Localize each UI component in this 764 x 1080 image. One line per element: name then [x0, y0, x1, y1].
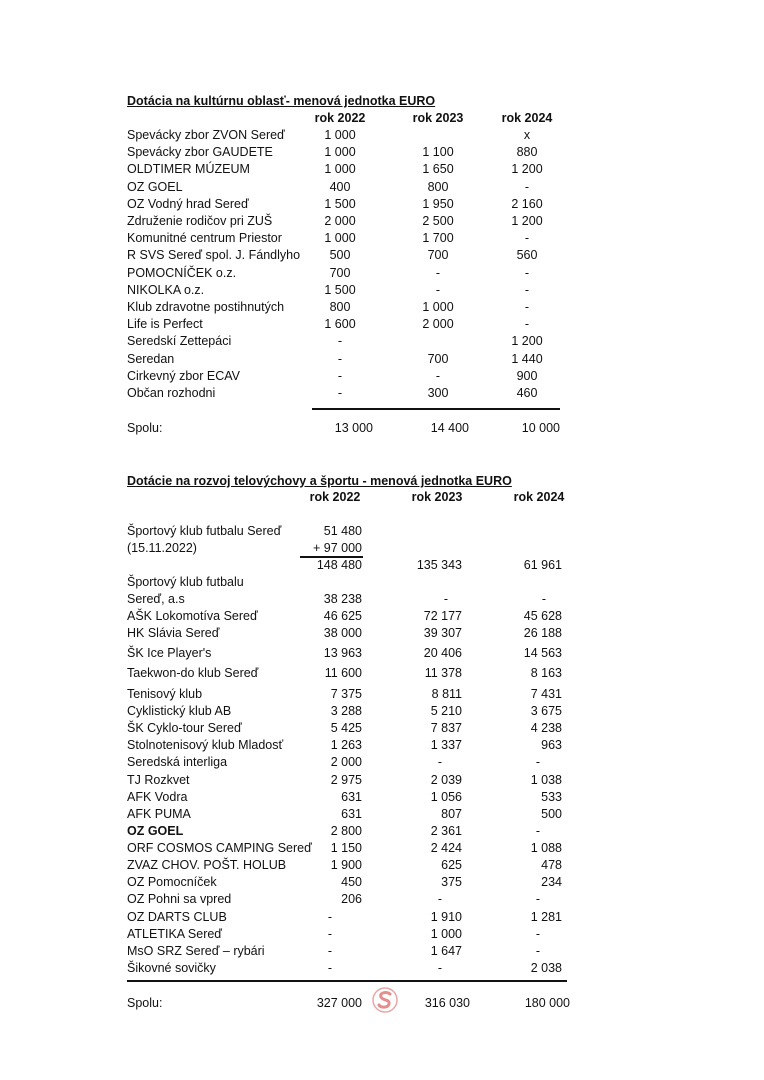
culture-row-name: Spevácky zbor ZVON Sereď — [127, 128, 285, 142]
sport-row-value: - — [535, 892, 541, 906]
sport-row-value: 1 150 — [330, 841, 362, 855]
sport-row-name: Seredská interliga — [127, 755, 228, 769]
sport-row-value: 2 800 — [330, 824, 362, 838]
sport-row-name: TJ Rozkvet — [127, 773, 190, 787]
sport-row-value: - — [327, 961, 333, 975]
culture-row-value: 1 700 — [422, 231, 454, 246]
culture-row-name: Seredan — [127, 351, 175, 366]
sport-row-value: 8 811 — [431, 687, 462, 701]
culture-row-name: R SVS Sereď spol. J. Fándlyho — [127, 248, 301, 263]
sport-row-value: 631 — [341, 790, 362, 804]
culture-row-value: 700 — [427, 351, 449, 366]
culture-row-value: - — [337, 334, 343, 349]
sport-row-name: OZ DARTS CLUB — [127, 910, 227, 924]
culture-row-name: Seredskí Zettepáci — [127, 334, 232, 349]
culture-row-name: POMOCNÍČEK o.z. — [127, 265, 237, 280]
culture-row-value: 700 — [329, 265, 351, 280]
culture-row-value: 1 000 — [324, 162, 356, 177]
sport-total-value: 316 030 — [424, 996, 470, 1010]
sport-column-header: rok 2022 — [309, 490, 361, 504]
culture-row-value: 300 — [427, 386, 449, 400]
culture-row-value: 880 — [516, 145, 538, 160]
culture-total-value: 14 400 — [430, 421, 469, 435]
sport-row-value: - — [535, 755, 541, 769]
sport-row-value: 11 600 — [324, 666, 362, 680]
sport-row-name-date: (15.11.2022) — [127, 541, 197, 555]
sport-row-name: AFK Vodra — [127, 790, 188, 804]
sport-row-value: 478 — [541, 858, 562, 872]
culture-row-value: - — [524, 231, 530, 246]
sport-row-value: 5 425 — [330, 721, 362, 735]
sport-row-value: 11 378 — [424, 666, 462, 680]
culture-row-value: 2 500 — [422, 214, 454, 228]
culture-row-name: Cirkevný zbor ECAV — [127, 368, 240, 383]
sport-row-value: 8 163 — [530, 666, 562, 680]
sport-row-value: - — [443, 592, 449, 606]
culture-row-value: 1 200 — [511, 214, 543, 228]
sport-row-value: 46 625 — [323, 609, 362, 623]
culture-total-value: 10 000 — [521, 421, 560, 435]
culture-row-value: 460 — [516, 386, 538, 400]
sport-row-value: 1 088 — [530, 841, 562, 855]
sport-row-value: 61 961 — [523, 558, 562, 572]
sport-row-value: 4 238 — [530, 721, 562, 735]
culture-row-value: - — [524, 317, 530, 332]
sport-row-value: 234 — [541, 875, 562, 889]
sport-row-value: 1 281 — [530, 910, 562, 924]
sport-row-value: 38 000 — [323, 626, 362, 640]
culture-total-rule — [312, 408, 560, 410]
sport-row-value: - — [327, 910, 333, 924]
sport-row-name: Športový klub futbalu Sereď — [127, 524, 282, 538]
culture-row-name: NIKOLKA o.z. — [127, 282, 205, 297]
sport-row-value: 2 975 — [330, 773, 362, 787]
sport-row-value: 206 — [341, 892, 362, 906]
culture-row-value: 2 000 — [422, 317, 454, 332]
sport-row-value: 375 — [441, 875, 462, 889]
sport-row-value: 2 000 — [330, 755, 362, 769]
sport-row-name: Taekwon-do klub Sereď — [127, 666, 259, 680]
sport-row-value: - — [327, 944, 333, 958]
sport-row-value: - — [535, 944, 541, 958]
sport-row-value: 2 039 — [430, 773, 462, 787]
culture-row-value: 1 200 — [511, 334, 543, 349]
sport-row-name: Sereď, a.s — [127, 592, 185, 606]
sport-row-value: 807 — [441, 807, 462, 821]
culture-row-name: OLDTIMER MÚZEUM — [127, 162, 250, 177]
sport-row-name: ŠK Cyklo-tour Sereď — [127, 721, 242, 735]
culture-row-value: - — [337, 386, 343, 400]
culture-column-header: rok 2022 — [314, 111, 366, 125]
sport-row-name: Šikovné sovičky — [127, 961, 216, 975]
sport-row-value: - — [535, 927, 541, 941]
sport-row-name: MsO SRZ Sereď – rybári — [127, 944, 265, 958]
sport-row-value: 51 480 — [323, 524, 362, 538]
sport-row-value: - — [535, 824, 541, 838]
sport-row-name: Cyklistický klub AB — [127, 704, 232, 718]
sport-row-value: 72 177 — [423, 609, 462, 623]
culture-row-value: - — [435, 265, 441, 280]
culture-row-value: 1 000 — [324, 231, 356, 246]
sport-row-name: OZ Pohni sa vpred — [127, 892, 232, 906]
culture-row-value: - — [435, 368, 441, 383]
culture-table-title: Dotácia na kultúrnu oblasť- menová jednotka EURO — [127, 94, 436, 108]
sport-row-name: ORF COSMOS CAMPING Sereď — [127, 841, 312, 855]
culture-row-name: OZ Vodný hrad Sereď — [127, 196, 249, 211]
culture-row-value: - — [337, 368, 343, 383]
culture-row-value: 500 — [329, 248, 351, 263]
culture-row-value: - — [524, 265, 530, 280]
sport-row-value: 1 263 — [330, 738, 362, 752]
sport-total-label: Spolu: — [127, 996, 163, 1010]
sport-row-value-addition: + 97 000 — [312, 541, 362, 555]
sport-row-value: 1 038 — [530, 773, 562, 787]
sport-row-name: ZVAZ CHOV. POŠT. HOLUB — [127, 858, 287, 872]
sport-row-value: 631 — [341, 807, 362, 821]
culture-row-value: 1 650 — [422, 162, 454, 177]
sport-row-value: 2 424 — [430, 841, 462, 855]
culture-row-value: 800 — [427, 179, 449, 194]
culture-row-value: - — [524, 300, 530, 314]
culture-row-value: 1 000 — [324, 145, 356, 160]
culture-row-value: - — [337, 351, 343, 366]
culture-total-label: Spolu: — [127, 421, 163, 435]
sport-row-value: 39 307 — [423, 626, 462, 640]
sport-row-value: 26 188 — [523, 626, 562, 640]
sport-row-name: ATLETIKA Sereď — [127, 927, 222, 941]
sport-row-value: 20 406 — [423, 646, 462, 660]
sport-total-rule — [127, 980, 567, 982]
sport-row-value: 2 361 — [430, 824, 462, 838]
sport-row-value: 14 563 — [523, 646, 562, 660]
culture-row-value: 800 — [329, 300, 351, 314]
culture-row-value: 1 600 — [324, 317, 356, 332]
sport-row-name: Stolnotenisový klub Mladosť — [127, 738, 284, 752]
culture-row-value: 900 — [516, 368, 538, 383]
sport-row-value: 1 000 — [430, 927, 462, 941]
sport-row-value: 13 963 — [323, 646, 362, 660]
sport-table-title: Dotácie na rozvoj telovýchovy a športu - menová jednotka EURO — [127, 474, 512, 488]
sport-row-value: 963 — [541, 738, 562, 752]
sport-row-value: 148 480 — [316, 558, 362, 572]
culture-row-value: 560 — [516, 248, 538, 263]
sport-row-name: Športový klub futbalu — [127, 575, 244, 589]
sport-row-value: 533 — [541, 790, 562, 804]
culture-row-value: 1 500 — [324, 196, 356, 211]
culture-row-name: Spevácky zbor GAUDETE — [127, 145, 273, 160]
sport-row-value: 135 343 — [416, 558, 462, 572]
sport-row-value: 45 628 — [523, 609, 562, 623]
culture-row-name: Občan rozhodni — [127, 386, 216, 400]
culture-row-name: Klub zdravotne postihnutých — [127, 300, 285, 314]
sport-row-value: - — [437, 961, 443, 975]
sport-row-value: 7 431 — [530, 687, 562, 701]
watermark-logo-icon — [372, 985, 398, 1015]
sport-column-header: rok 2024 — [513, 490, 565, 504]
sport-total-value: 180 000 — [524, 996, 570, 1010]
culture-row-value: 1 100 — [422, 145, 454, 160]
sport-row-name: AFK PUMA — [127, 807, 191, 821]
culture-row-value: 2 000 — [324, 214, 356, 228]
sport-row-value: 1 647 — [430, 944, 462, 958]
culture-row-value: 1 440 — [511, 351, 543, 366]
sport-row-name: ŠK Ice Player's — [127, 646, 212, 660]
sport-row-value: - — [541, 592, 547, 606]
culture-total-value: 13 000 — [334, 421, 373, 435]
sport-row-value: 1 900 — [330, 858, 362, 872]
sport-row-value: 38 238 — [323, 592, 362, 606]
sport-row-value: 500 — [541, 807, 562, 821]
sport-row-name: AŠK Lokomotíva Sereď — [127, 609, 258, 623]
culture-row-value: 1 200 — [511, 162, 543, 177]
culture-row-name: Združenie rodičov pri ZUŠ — [127, 214, 273, 228]
culture-row-value: 1 000 — [324, 128, 356, 142]
culture-row-name: OZ GOEL — [127, 179, 183, 194]
sport-row-value: 1 910 — [430, 910, 462, 924]
sport-row-name: HK Slávia Sereď — [127, 626, 220, 640]
culture-column-header: rok 2024 — [501, 111, 553, 125]
culture-row-value: - — [524, 179, 530, 194]
culture-row-value: 700 — [427, 248, 449, 263]
sport-total-value: 327 000 — [316, 996, 362, 1010]
sport-row-value: - — [437, 755, 443, 769]
culture-row-value: 1 500 — [324, 282, 356, 297]
sport-row-value: 1 056 — [430, 790, 462, 804]
sport-row-value: - — [437, 892, 443, 906]
sport-row-name: OZ GOEL — [127, 824, 184, 838]
culture-column-header: rok 2023 — [412, 111, 464, 125]
culture-row-name: Komunitné centrum Priestor — [127, 231, 282, 246]
sport-row-value: 7 837 — [430, 721, 462, 735]
culture-row-value: 1 000 — [422, 300, 454, 314]
sport-row-value: 625 — [441, 858, 462, 872]
sport-row-value: 450 — [341, 875, 362, 889]
culture-row-value: 1 950 — [422, 196, 454, 211]
culture-row-name: Life is Perfect — [127, 317, 203, 332]
sport-row-name: OZ Pomocníček — [127, 875, 217, 889]
sport-row-value: 5 210 — [430, 704, 462, 718]
culture-row-value: x — [523, 128, 531, 142]
culture-row-value: 2 160 — [511, 196, 543, 211]
sport-row-value: 3 288 — [330, 704, 362, 718]
sport-row-name: Tenisový klub — [127, 687, 203, 701]
sport-row-value: 7 375 — [330, 687, 362, 701]
culture-row-value: 400 — [329, 179, 351, 194]
sport-column-header: rok 2023 — [411, 490, 463, 504]
sport-row-value: - — [327, 927, 333, 941]
sport-row-value: 1 337 — [430, 738, 462, 752]
sport-row-value: 3 675 — [530, 704, 562, 718]
culture-row-value: - — [435, 282, 441, 297]
sport-row-value: 2 038 — [530, 961, 562, 975]
culture-row-value: - — [524, 282, 530, 297]
